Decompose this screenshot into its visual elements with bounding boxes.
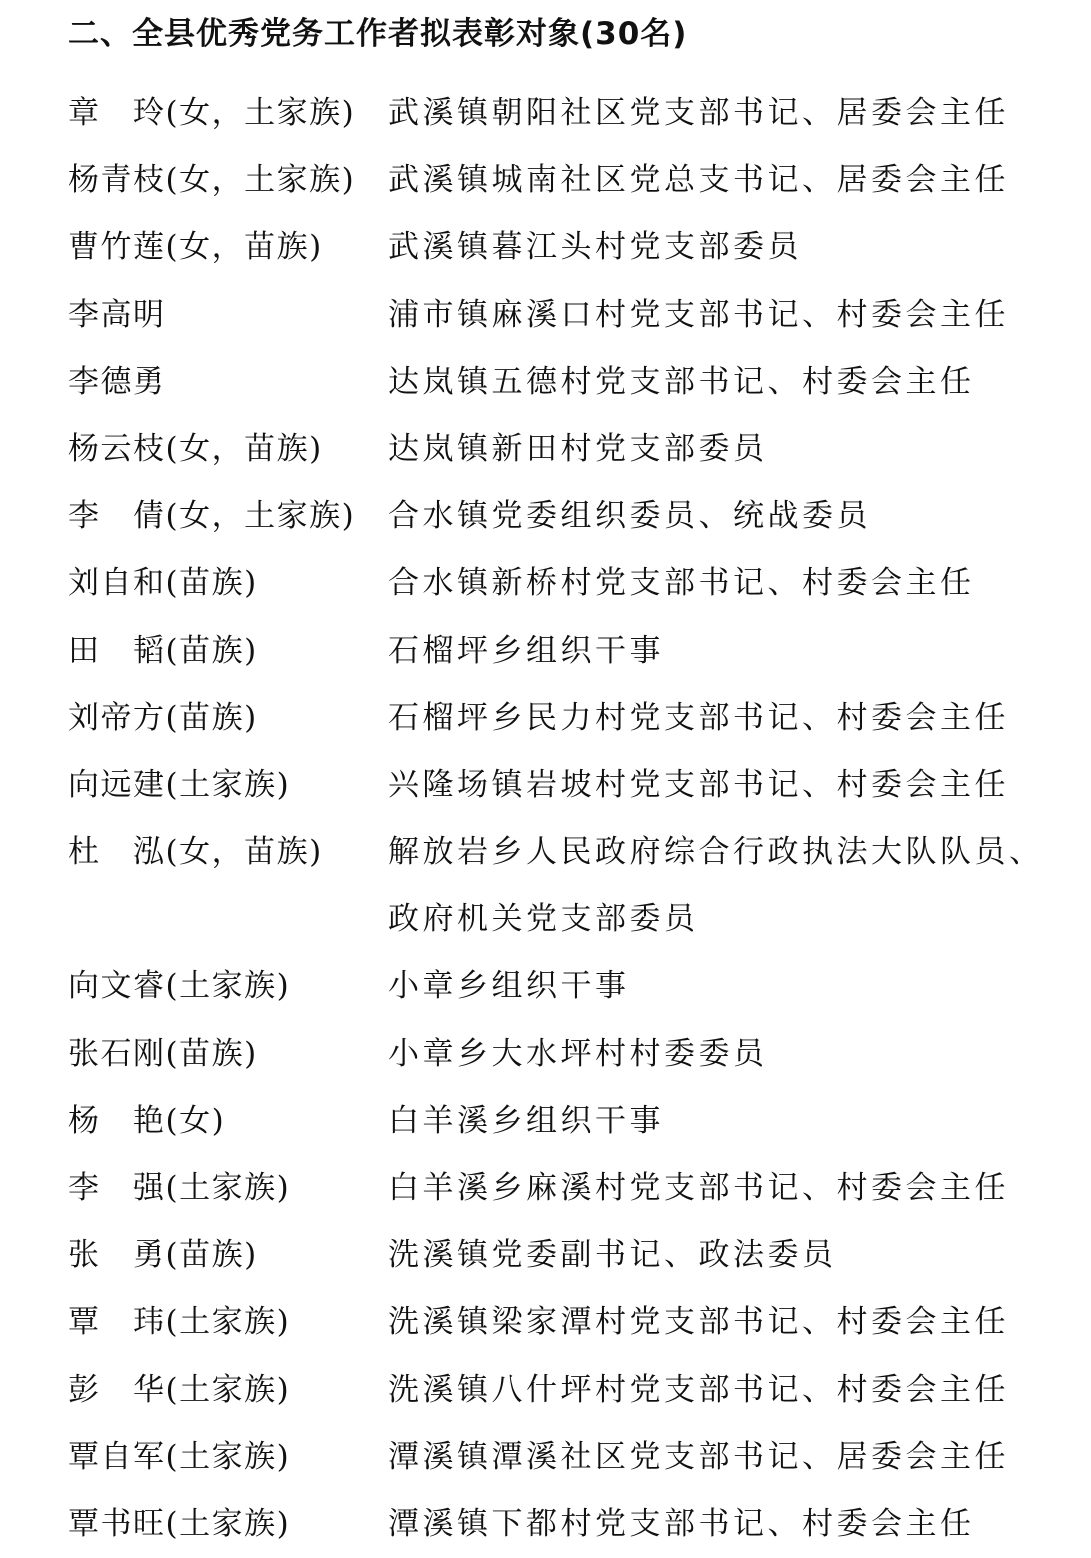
awardee-position: 小章乡大水坪村村委委员: [388, 1035, 768, 1072]
awardee-name: 刘帝方(苗族): [68, 699, 258, 736]
list-item: [68, 685, 1068, 752]
list-item: [68, 1491, 1068, 1558]
awardee-position: 武溪镇城南社区党总支书记、居委会主任: [388, 162, 1009, 199]
list-item: [68, 752, 1068, 819]
list-item: [68, 1424, 1068, 1491]
awardee-position: 浦市镇麻溪口村党支部书记、村委会主任: [388, 296, 1009, 333]
awardee-position: 武溪镇朝阳社区党支部书记、居委会主任: [388, 95, 1009, 131]
awardee-position: 小章乡组织干事: [388, 968, 630, 1005]
awardee-position: 石榴坪乡民力村党支部书记、村委会主任: [388, 699, 1009, 736]
awardee-name: 覃书旺(土家族): [68, 1505, 291, 1542]
list-item: [68, 1088, 1068, 1155]
list-item: [68, 282, 1068, 349]
awardee-position: 解放岩乡人民政府综合行政执法大队队员、政府机关党支部委员: [388, 834, 1044, 938]
awardee-name: 章 玲(女，土家族): [68, 95, 356, 131]
list-item: [68, 1357, 1068, 1424]
awardee-position: 合水镇新桥村党支部书记、村委会主任: [388, 565, 975, 602]
list-item: [68, 953, 1068, 1020]
list-item: [68, 1289, 1068, 1356]
awardee-position: 潭溪镇下都村党支部书记、村委会主任: [388, 1505, 975, 1542]
awardee-name: 杜 泓(女，苗族): [68, 834, 323, 871]
awardee-position: 达岚镇五德村党支部书记、村委会主任: [388, 363, 975, 400]
awardee-name: 李德勇: [68, 363, 166, 400]
awardee-name: 刘自和(苗族): [68, 565, 258, 602]
awardee-position: 达岚镇新田村党支部委员: [388, 430, 768, 467]
section-title: 二、全县优秀党务工作者拟表彰对象(30名): [68, 16, 688, 52]
awardee-name: 张石刚(苗族): [68, 1035, 258, 1072]
awardee-name: 田 韬(苗族): [68, 632, 258, 669]
awardee-position: 石榴坪乡组织干事: [388, 632, 664, 669]
awardee-name: 覃自军(土家族): [68, 1438, 291, 1475]
list-item: [68, 1155, 1068, 1222]
awardee-name: 李 强(土家族): [68, 1170, 291, 1207]
awardee-position: 洗溪镇党委副书记、政法委员: [388, 1237, 837, 1274]
awardee-name: 向远建(土家族): [68, 766, 291, 803]
awardee-name: 覃 玮(土家族): [68, 1304, 291, 1341]
list-item: [68, 80, 1068, 147]
awardee-position: 洗溪镇梁家潭村党支部书记、村委会主任: [388, 1304, 1009, 1341]
awardee-name: 彭 华(土家族): [68, 1371, 291, 1408]
awardee-name: 李高明: [68, 296, 166, 333]
awardee-position: 合水镇党委组织委员、统战委员: [388, 498, 871, 535]
awardee-name: 张 勇(苗族): [68, 1237, 258, 1274]
awardee-name: 李 倩(女，土家族): [68, 498, 356, 535]
awardee-list: [68, 80, 1068, 1558]
list-item: [68, 1222, 1068, 1289]
awardee-name: 杨 艳(女): [68, 1102, 226, 1139]
list-item: [68, 618, 1068, 685]
list-item: [68, 550, 1068, 617]
list-item: [68, 147, 1068, 214]
list-item: [68, 819, 1068, 953]
list-item: [68, 349, 1068, 416]
awardee-position: 潭溪镇潭溪社区党支部书记、居委会主任: [388, 1438, 1009, 1475]
awardee-name: 杨青枝(女，土家族): [68, 162, 356, 199]
awardee-name: 向文睿(土家族): [68, 968, 291, 1005]
list-item: [68, 1021, 1068, 1088]
awardee-position: 洗溪镇八什坪村党支部书记、村委会主任: [388, 1371, 1009, 1408]
awardee-position: 兴隆场镇岩坡村党支部书记、村委会主任: [388, 766, 1009, 803]
awardee-name: 曹竹莲(女，苗族): [68, 229, 323, 266]
awardee-name: 杨云枝(女，苗族): [68, 430, 323, 467]
list-item: [68, 483, 1068, 550]
awardee-position: 武溪镇暮江头村党支部委员: [388, 229, 802, 266]
awardee-position: 白羊溪乡麻溪村党支部书记、村委会主任: [388, 1170, 1009, 1207]
list-item: [68, 214, 1068, 281]
awardee-position: 白羊溪乡组织干事: [388, 1102, 664, 1139]
list-item: [68, 416, 1068, 483]
